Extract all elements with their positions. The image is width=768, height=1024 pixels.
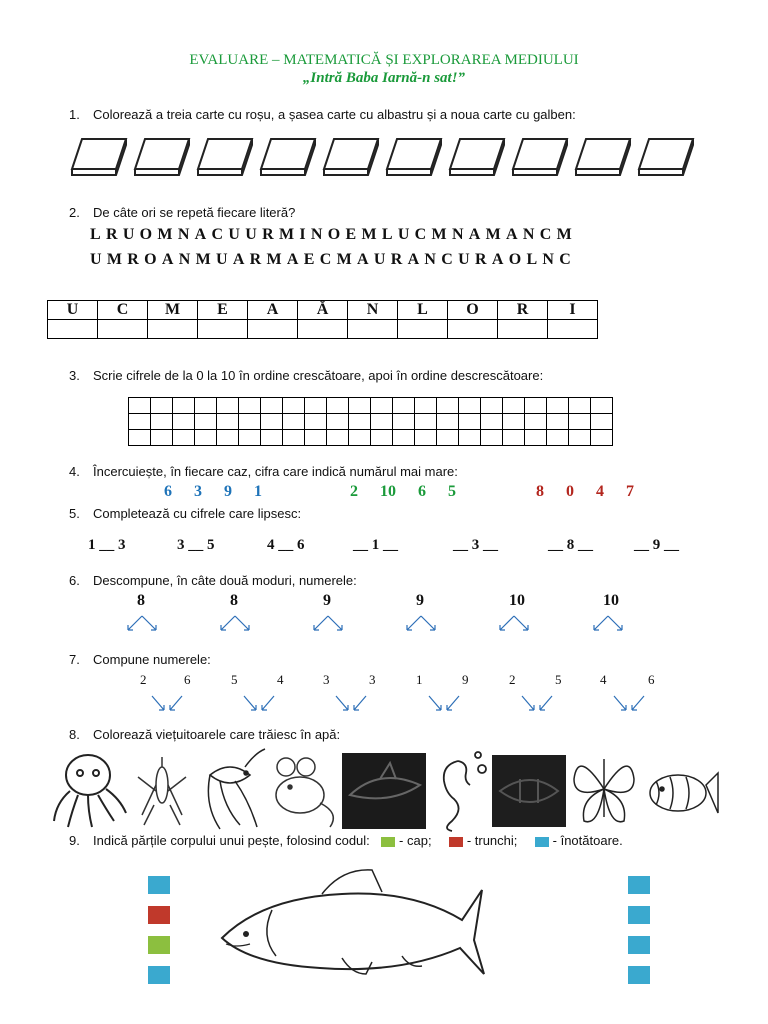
book-icon[interactable] <box>198 139 252 175</box>
compose-digit: 5 <box>231 672 238 687</box>
mouse-image <box>276 758 333 827</box>
grid-cell[interactable] <box>261 430 283 446</box>
answer-box-right-4[interactable] <box>628 966 650 984</box>
letter-header: C <box>98 301 148 320</box>
split-arrow-icon <box>314 616 342 630</box>
worksheet-subtitle: „Intră Baba Iarnă-n sat!” <box>302 70 466 86</box>
book-icon[interactable] <box>72 139 126 175</box>
letter-count-cell[interactable] <box>98 320 148 339</box>
grid-cell[interactable] <box>239 414 261 430</box>
fish-outline-image <box>650 773 718 813</box>
letter-count-cell[interactable] <box>398 320 448 339</box>
grid-cell[interactable] <box>591 398 613 414</box>
grid-cell[interactable] <box>437 430 459 446</box>
merge-arrow-icon <box>336 696 366 710</box>
split-arrow-icon <box>128 616 156 630</box>
grid-cell[interactable] <box>151 414 173 430</box>
compare-digit[interactable]: 1 <box>254 483 262 500</box>
letter-header: A <box>248 301 298 320</box>
grid-cell[interactable] <box>481 414 503 430</box>
decompose-number: 8 <box>137 592 145 609</box>
grid-cell[interactable] <box>195 414 217 430</box>
split-arrow-icon <box>221 616 249 630</box>
animals-row <box>50 745 720 833</box>
compare-group-3 <box>536 483 656 501</box>
grid-cell[interactable] <box>151 398 173 414</box>
letter-count-cell[interactable] <box>248 320 298 339</box>
compare-digit[interactable]: 6 <box>164 483 172 500</box>
grid-cell[interactable] <box>525 398 547 414</box>
grid-cell[interactable] <box>261 398 283 414</box>
grid-cell[interactable] <box>591 414 613 430</box>
book-icon[interactable] <box>513 139 567 175</box>
compose-digit: 2 <box>140 672 147 687</box>
compose-digit: 1 <box>416 672 423 687</box>
letter-count-table <box>47 300 598 339</box>
letter-count-cell[interactable] <box>448 320 498 339</box>
book-icon[interactable] <box>576 139 630 175</box>
split-arrow-icon <box>500 616 528 630</box>
grid-cell[interactable] <box>283 414 305 430</box>
grid-cell[interactable] <box>349 430 371 446</box>
compare-digit[interactable]: 6 <box>418 483 426 500</box>
book-icon[interactable] <box>261 139 315 175</box>
question-4: 4. Încercuiește, în fiecare caz, cifra care indică numărul mai mare: <box>69 464 458 479</box>
worksheet-title: EVALUARE – MATEMATICĂ ȘI EXPLORAREA MEDIULUI <box>189 52 579 68</box>
grid-cell[interactable] <box>525 430 547 446</box>
compose-digit: 4 <box>277 672 284 687</box>
letters-line-2: UMROANMUARMAECMAURANCURAOLNC <box>90 251 577 268</box>
letter-count-cell[interactable] <box>148 320 198 339</box>
grid-cell[interactable] <box>415 398 437 414</box>
book-icon[interactable] <box>387 139 441 175</box>
book-icon[interactable] <box>324 139 378 175</box>
grid-cell[interactable] <box>371 414 393 430</box>
answer-box-left-4[interactable] <box>148 966 170 984</box>
grid-cell[interactable] <box>173 430 195 446</box>
grid-cell[interactable] <box>569 398 591 414</box>
grid-cell[interactable] <box>173 414 195 430</box>
seahorse-image <box>444 752 486 831</box>
grid-cell[interactable] <box>569 430 591 446</box>
grid-cell[interactable] <box>217 414 239 430</box>
grid-cell[interactable] <box>393 430 415 446</box>
grid-cell[interactable] <box>327 430 349 446</box>
grid-cell[interactable] <box>195 430 217 446</box>
decompose-number: 10 <box>603 592 619 609</box>
compare-group-2 <box>350 483 478 501</box>
grid-cell[interactable] <box>327 414 349 430</box>
answer-box-left-2[interactable] <box>148 906 170 924</box>
split-arrow-icon <box>594 616 622 630</box>
decompose-number: 9 <box>416 592 424 609</box>
compare-digit[interactable]: 8 <box>536 483 544 500</box>
question-7: 7. Compune numerele: <box>69 652 211 667</box>
letter-header: N <box>348 301 398 320</box>
grid-cell[interactable] <box>239 398 261 414</box>
merge-arrow-icon <box>429 696 459 710</box>
grid-cell[interactable] <box>437 414 459 430</box>
letter-count-cell[interactable] <box>548 320 598 339</box>
grid-cell[interactable] <box>437 398 459 414</box>
books-row <box>68 133 708 179</box>
compare-digit[interactable]: 4 <box>596 483 604 500</box>
grid-cell[interactable] <box>569 414 591 430</box>
grid-cell[interactable] <box>349 398 371 414</box>
grid-cell[interactable] <box>415 430 437 446</box>
answer-box-left-1[interactable] <box>148 876 170 894</box>
letter-header: O <box>448 301 498 320</box>
answer-box-right-3[interactable] <box>628 936 650 954</box>
letter-header: R <box>498 301 548 320</box>
butterfly-image <box>574 759 634 822</box>
answer-box-left-3[interactable] <box>148 936 170 954</box>
compose-digit: 3 <box>369 672 376 687</box>
grid-cell[interactable] <box>327 398 349 414</box>
grid-cell[interactable] <box>217 398 239 414</box>
letter-header: U <box>48 301 98 320</box>
grid-cell[interactable] <box>283 430 305 446</box>
question-5: 5. Completează cu cifrele care lipsesc: <box>69 506 302 521</box>
grid-cell[interactable] <box>129 414 151 430</box>
compare-digit[interactable]: 5 <box>448 483 456 500</box>
shark-image <box>342 753 426 829</box>
grid-cell[interactable] <box>283 398 305 414</box>
missing-1: 1 __ 3 <box>88 537 126 553</box>
compose-digit: 6 <box>184 672 191 687</box>
mosquito-image <box>138 757 186 825</box>
grid-cell[interactable] <box>151 430 173 446</box>
book-icon[interactable] <box>135 139 189 175</box>
grid-cell[interactable] <box>195 398 217 414</box>
missing-2: 3 __ 5 <box>177 537 215 553</box>
compare-digit[interactable]: 0 <box>566 483 574 500</box>
decompose-number: 10 <box>509 592 525 609</box>
missing-6: __ 8 __ <box>548 537 593 553</box>
question-6: 6. Descompune, în câte două moduri, numerele: <box>69 573 357 588</box>
grid-cell[interactable] <box>503 430 525 446</box>
grid-cell[interactable] <box>349 414 371 430</box>
key-red-square <box>449 837 463 847</box>
merge-arrow-icon <box>614 696 644 710</box>
key-green-square <box>381 837 395 847</box>
grid-cell[interactable] <box>459 398 481 414</box>
compare-digit[interactable]: 7 <box>626 483 634 500</box>
grid-cell[interactable] <box>393 414 415 430</box>
grid-cell[interactable] <box>591 430 613 446</box>
grid-cell[interactable] <box>393 398 415 414</box>
missing-3: 4 __ 6 <box>267 537 305 553</box>
question-1: 1. Colorează a treia carte cu roșu, a șasea carte cu albastru și a noua carte cu galben: <box>69 107 576 122</box>
grid-cell[interactable] <box>481 430 503 446</box>
grid-cell[interactable] <box>547 398 569 414</box>
compose-digit: 2 <box>509 672 516 687</box>
key-blue-square <box>535 837 549 847</box>
book-icon[interactable] <box>639 139 693 175</box>
grid-cell[interactable] <box>547 414 569 430</box>
betta-fish-image <box>208 749 265 829</box>
compare-digit[interactable]: 2 <box>350 483 358 500</box>
grid-cell[interactable] <box>371 430 393 446</box>
compose-digit: 9 <box>462 672 469 687</box>
question-9: 9. Indică părțile corpului unui pește, folosind codul: - cap; - trunchi; - înotătoare. <box>69 833 623 848</box>
grid-cell[interactable] <box>525 414 547 430</box>
merge-arrow-icon <box>244 696 274 710</box>
letter-header: L <box>398 301 448 320</box>
grid-cell[interactable] <box>217 430 239 446</box>
decompose-arrows <box>100 612 660 638</box>
missing-5: __ 3 __ <box>453 537 498 553</box>
merge-arrow-icon <box>522 696 552 710</box>
grid-cell[interactable] <box>305 414 327 430</box>
grid-cell[interactable] <box>129 430 151 446</box>
grid-cell[interactable] <box>129 398 151 414</box>
grid-cell[interactable] <box>305 430 327 446</box>
grid-cell[interactable] <box>239 430 261 446</box>
missing-7: __ 9 __ <box>634 537 679 553</box>
letter-count-cell[interactable] <box>48 320 98 339</box>
grid-cell[interactable] <box>481 398 503 414</box>
clownfish-image <box>492 755 566 827</box>
number-grid <box>128 397 613 446</box>
answer-box-right-2[interactable] <box>628 906 650 924</box>
compare-digit[interactable]: 10 <box>380 483 396 500</box>
letter-count-cell[interactable] <box>498 320 548 339</box>
compose-digit: 5 <box>555 672 562 687</box>
compare-digit[interactable]: 9 <box>224 483 232 500</box>
book-icon[interactable] <box>450 139 504 175</box>
compose-digit: 6 <box>648 672 655 687</box>
trout-image <box>212 860 492 980</box>
octopus-image <box>54 755 126 827</box>
grid-cell[interactable] <box>305 398 327 414</box>
grid-cell[interactable] <box>503 398 525 414</box>
compose-digit: 4 <box>600 672 607 687</box>
decompose-number: 8 <box>230 592 238 609</box>
compare-digit[interactable]: 3 <box>194 483 202 500</box>
grid-cell[interactable] <box>503 414 525 430</box>
letter-count-cell[interactable] <box>348 320 398 339</box>
compose-digit: 3 <box>323 672 330 687</box>
question-2: 2. De câte ori se repetă fiecare literă? <box>69 205 296 220</box>
grid-cell[interactable] <box>371 398 393 414</box>
compose-arrows <box>100 694 700 716</box>
letter-header: I <box>548 301 598 320</box>
letter-count-cell[interactable] <box>298 320 348 339</box>
merge-arrow-icon <box>152 696 182 710</box>
grid-cell[interactable] <box>173 398 195 414</box>
letters-line-1: LRUOMNACUURMINOEMLUCMNAMANCM <box>90 226 578 243</box>
question-3: 3. Scrie cifrele de la 0 la 10 în ordine crescătoare, apoi în ordine descrescătoare: <box>69 368 544 383</box>
letter-header: E <box>198 301 248 320</box>
split-arrow-icon <box>407 616 435 630</box>
grid-cell[interactable] <box>261 414 283 430</box>
decompose-number: 9 <box>323 592 331 609</box>
letter-header: M <box>148 301 198 320</box>
answer-box-right-1[interactable] <box>628 876 650 894</box>
letter-count-cell[interactable] <box>198 320 248 339</box>
grid-cell[interactable] <box>459 414 481 430</box>
missing-4: __ 1 __ <box>353 537 398 553</box>
compare-group-1 <box>164 483 284 501</box>
letter-header: Ă <box>298 301 348 320</box>
grid-cell[interactable] <box>547 430 569 446</box>
grid-cell[interactable] <box>459 430 481 446</box>
question-8: 8. Colorează viețuitoarele care trăiesc în apă: <box>69 727 341 742</box>
grid-cell[interactable] <box>415 414 437 430</box>
